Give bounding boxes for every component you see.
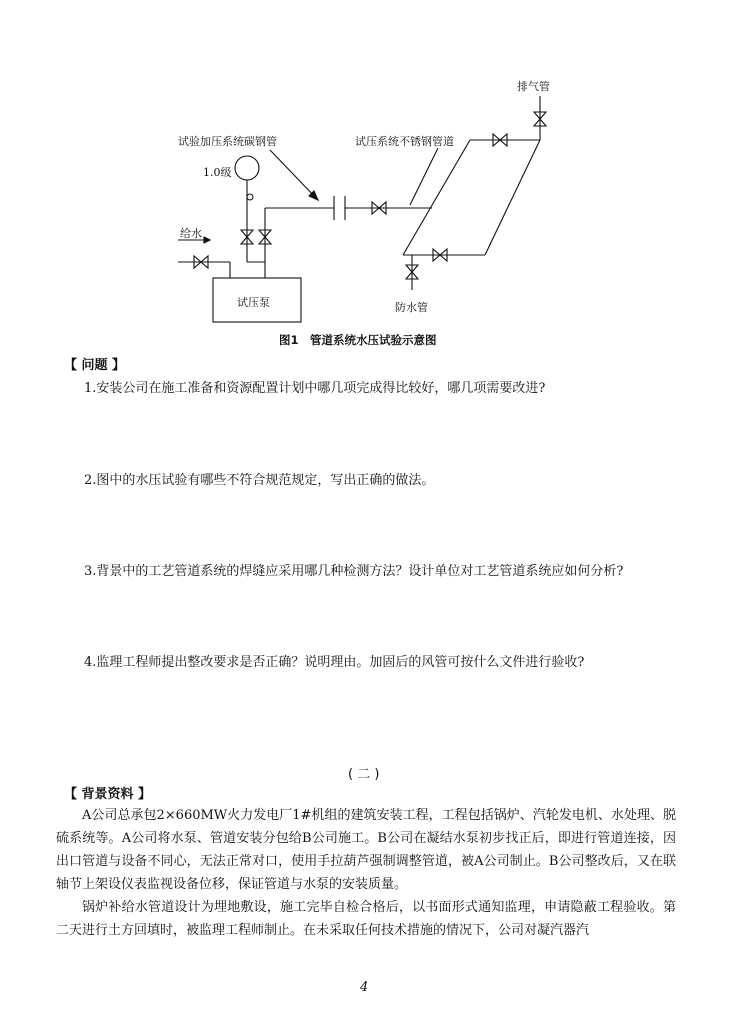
label-water-supply: 给水 [180, 227, 202, 240]
label-exhaust: 排气管 [517, 80, 550, 93]
label-drain: 防水管 [395, 301, 428, 314]
pipe-pressure-test-diagram [0, 0, 729, 340]
section-title: ( 二 ) [348, 767, 380, 782]
label-pump: 试压泵 [237, 296, 270, 309]
question-1: 1.安装公司在施工准备和资源配置计划中哪几项完成得比较好，哪几项需要改进? [84, 381, 546, 396]
label-carbon-pipe: 试验加压系统碳钢管 [178, 135, 277, 148]
question-3: 3.背景中的工艺管道系统的焊缝应采用哪几种检测方法？设计单位对工艺管道系统应如何分析? [84, 564, 624, 579]
background-heading: 【 背景资料 】 [64, 787, 152, 802]
background-paragraph-2: 锅炉补给水管道设计为埋地敷设，施工完毕自检合格后，以书面形式通知监理，申请隐蔽工程验收。第二天进行土方回填时，被监理工程师制止。在未采取任何技术措施的情况下，公司对凝汽器汽 [56, 900, 676, 938]
question-2: 2.图中的水压试验有哪些不符合规范规定，写出正确的做法。 [84, 473, 435, 488]
label-stainless-pipe: 试压系统不锈钢管道 [355, 135, 454, 148]
questions-heading: 【 问题 】 [64, 358, 126, 373]
page-number: 4 [360, 980, 369, 995]
label-gauge-class: 1.0级 [203, 166, 232, 179]
pressure-gauge-icon [235, 156, 259, 180]
question-4: 4.监理工程师提出整改要求是否正确？说明理由。加固后的风管可按什么文件进行验收? [84, 655, 585, 670]
background-paragraph-1: A公司总承包2×660MW火力发电厂1#机组的建筑安装工程，工程包括锅炉、汽轮发电机、水处理、脱硫系统等。A公司将水泵、管道安装分包给B公司施工。B公司在凝结水泵初步找正后，即进行管道连接，因出口管道与设备不同心，无法正常对口，使用手拉葫芦强制调整管道，被A公司制止。B公司整改后，又在联轴节上架设仪表监视设备位移，保证管道与水泵的安装质量。 [56, 808, 676, 892]
figure-caption: 图1 管道系统水压试验示意图 [279, 333, 437, 347]
